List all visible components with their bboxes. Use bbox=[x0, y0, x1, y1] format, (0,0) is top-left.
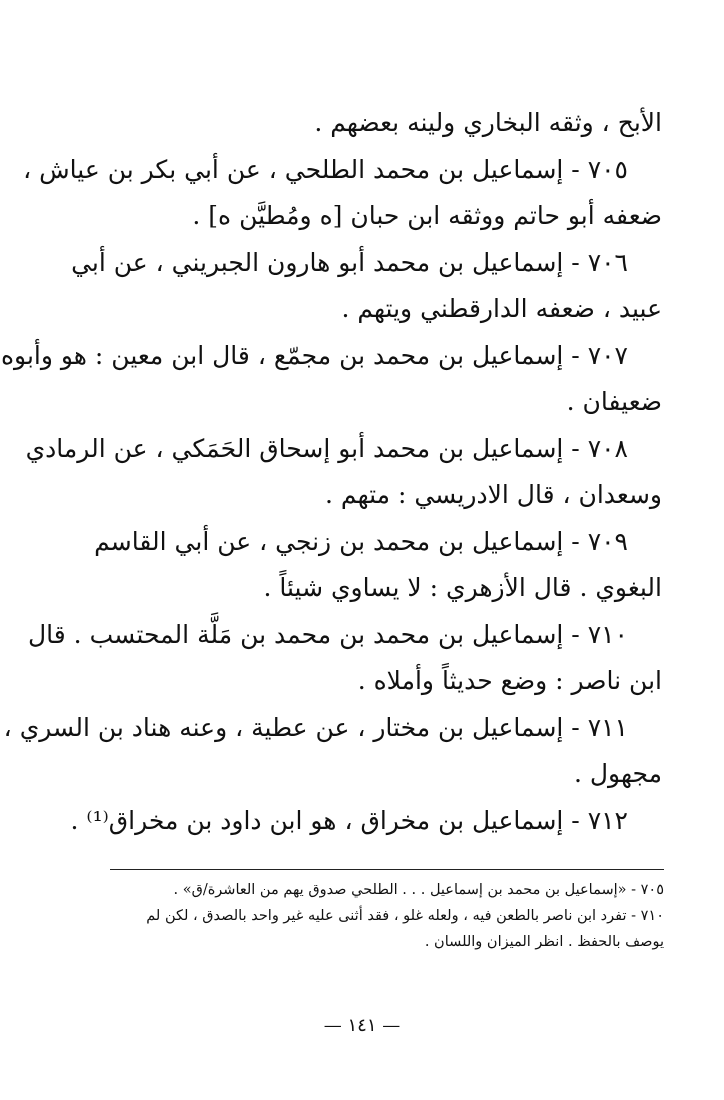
entry-708-line: ٧٠٨ - إسماعيل بن محمد أبو إسحاق الحَمَكي ، عن الرمادي bbox=[25, 433, 628, 463]
text-line: مجهول . bbox=[573, 759, 662, 788]
entry-712-line: ٧١٢ - إسماعيل بن مخراق ، هو ابن داود بن مخراق⁽¹⁾ . bbox=[70, 805, 628, 835]
footnote-705: ٧٠٥ - «إسماعيل بن محمد بن إسماعيل . . . الطلحي صدوق يهم من العاشرة/ق» . bbox=[173, 882, 664, 898]
text-line: ضعفه أبو حاتم ووثقه ابن حبان [ه ومُطيَّن ه] . bbox=[192, 201, 662, 230]
text-line: الأبح ، وثقه البخاري ولينه بعضهم . bbox=[314, 108, 662, 137]
entry-710-line: ٧١٠ - إسماعيل بن محمد بن محمد بن مَلَّة المحتسب . قال bbox=[28, 619, 628, 649]
text-line: ابن ناصر : وضع حديثاً وأملاه . bbox=[357, 666, 662, 695]
entry-709-line: ٧٠٩ - إسماعيل بن محمد بن زنجي ، عن أبي القاسم bbox=[94, 526, 628, 556]
text-line: وسعدان ، قال الادريسي : متهم . bbox=[325, 480, 662, 509]
entry-705-line: ٧٠٥ - إسماعيل بن محمد الطلحي ، عن أبي بكر بن عياش ، bbox=[23, 154, 628, 184]
entry-707-line: ٧٠٧ - إسماعيل بن محمد بن مجمّع ، قال ابن معين : هو وأبوه bbox=[0, 340, 628, 370]
footnote-710: ٧١٠ - تفرد ابن ناصر بالطعن فيه ، ولعله غلو ، فقد أثنى عليه غير واحد بالصدق ، لكن لم bbox=[146, 908, 664, 924]
main-text bbox=[0, 100, 662, 844]
text-line: عبيد ، ضعفه الدارقطني ويتهم . bbox=[341, 294, 662, 323]
entry-711-line: ٧١١ - إسماعيل بن مختار ، عن عطية ، وعنه هناد بن السري ، bbox=[3, 712, 628, 742]
entry-706-line: ٧٠٦ - إسماعيل بن محمد أبو هارون الجبريني ، عن أبي bbox=[71, 247, 628, 277]
footnotes bbox=[108, 877, 664, 955]
footnote-710-continued: يوصف بالحفظ . انظر الميزان واللسان . bbox=[424, 934, 664, 950]
text-line: البغوي . قال الأزهري : لا يساوي شيئاً . bbox=[263, 573, 662, 602]
text-line: ضعيفان . bbox=[566, 387, 662, 416]
page-number: — ١٤١ — bbox=[323, 1015, 401, 1036]
footnote-divider bbox=[110, 869, 664, 870]
